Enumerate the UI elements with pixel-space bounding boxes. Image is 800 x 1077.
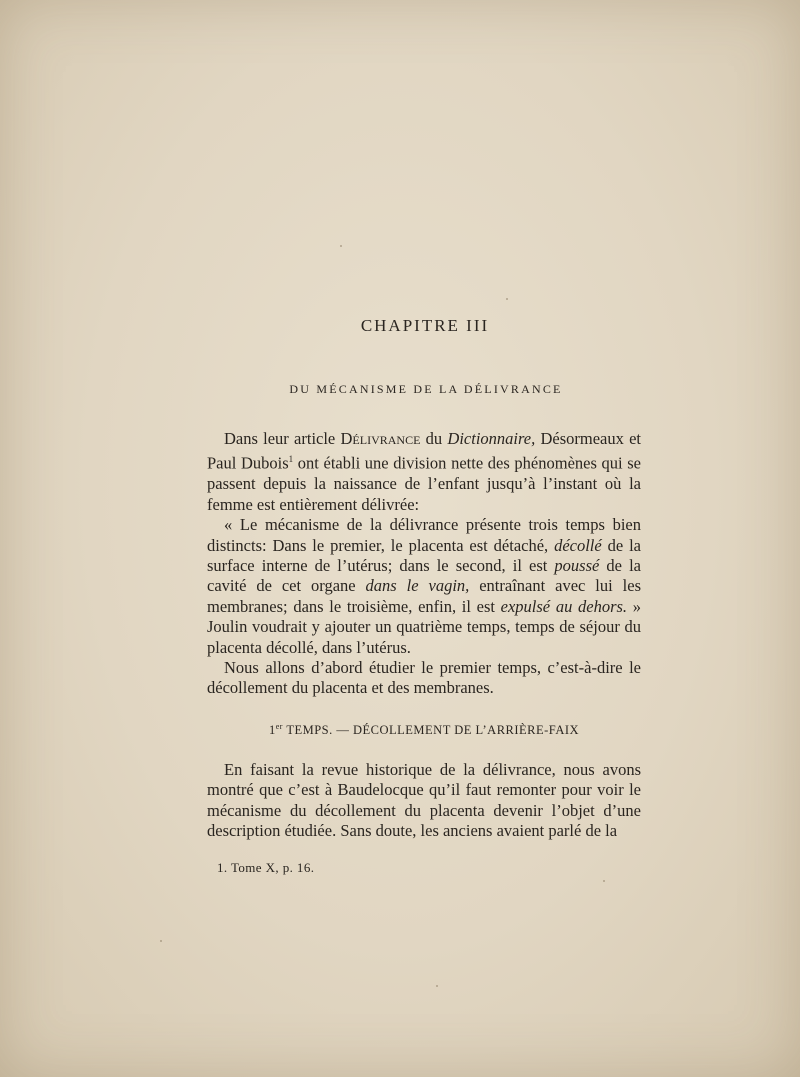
paper-speck: [160, 940, 162, 942]
paper-speck: [506, 298, 508, 300]
paragraph-4: En faisant la revue historique de la délivrance, nous avons montré que c’est à Baudelocque qu’il faut remonter pour voir le mécanisme du décollement du placenta devenir l’objet d’une description étudiée. Sans doute, les anciens avaient parlé de la: [207, 760, 641, 841]
footnote: 1. Tome X, p. 16.: [217, 860, 315, 875]
section-title: DU MÉCANISME DE LA DÉLIVRANCE: [289, 382, 563, 396]
second-text-block: [207, 760, 641, 842]
main-text-block: [207, 429, 641, 699]
paper-speck: [436, 985, 438, 987]
paragraph-1: Dans leur article Délivrance du Dictionnaire, Désormeaux et Paul Dubois$^1$ ont établi une division nette des phénomènes qui se passent depuis la naissance de l’enfant jusqu’à l’instant où la femme est entièrement délivrée:: [207, 429, 642, 514]
paper-speck: [603, 880, 605, 882]
paragraph-2: « Le mécanisme de la délivrance présente trois temps bien distincts: Dans le premier, le placenta est détaché, décollé de la surface interne de l’utérus; dans le second, il est poussé de la cavité de cet organe dans le vagin, entraînant avec lui les membranes; dans le troisième, enfin, il est expulsé au dehors. » Joulin voudrait y ajouter un quatrième temps, temps de séjour du placenta décollé, dans l’utérus.: [207, 515, 642, 657]
subheading: 1er TEMPS. — DÉCOLLEMENT DE L’ARRIÈRE-FAIX: [268, 722, 580, 738]
article-name: Délivrance: [340, 429, 421, 448]
dictionary-title: Dictionnaire,: [447, 429, 536, 448]
chapter-title: CHAPITRE III: [360, 316, 490, 335]
footnote-ref: 1: [288, 454, 294, 465]
paper-speck: [340, 245, 342, 247]
paragraph-3: Nous allons d’abord étudier le premier temps, c’est-à-dire le décollement du placenta et des membranes.: [207, 657, 641, 698]
